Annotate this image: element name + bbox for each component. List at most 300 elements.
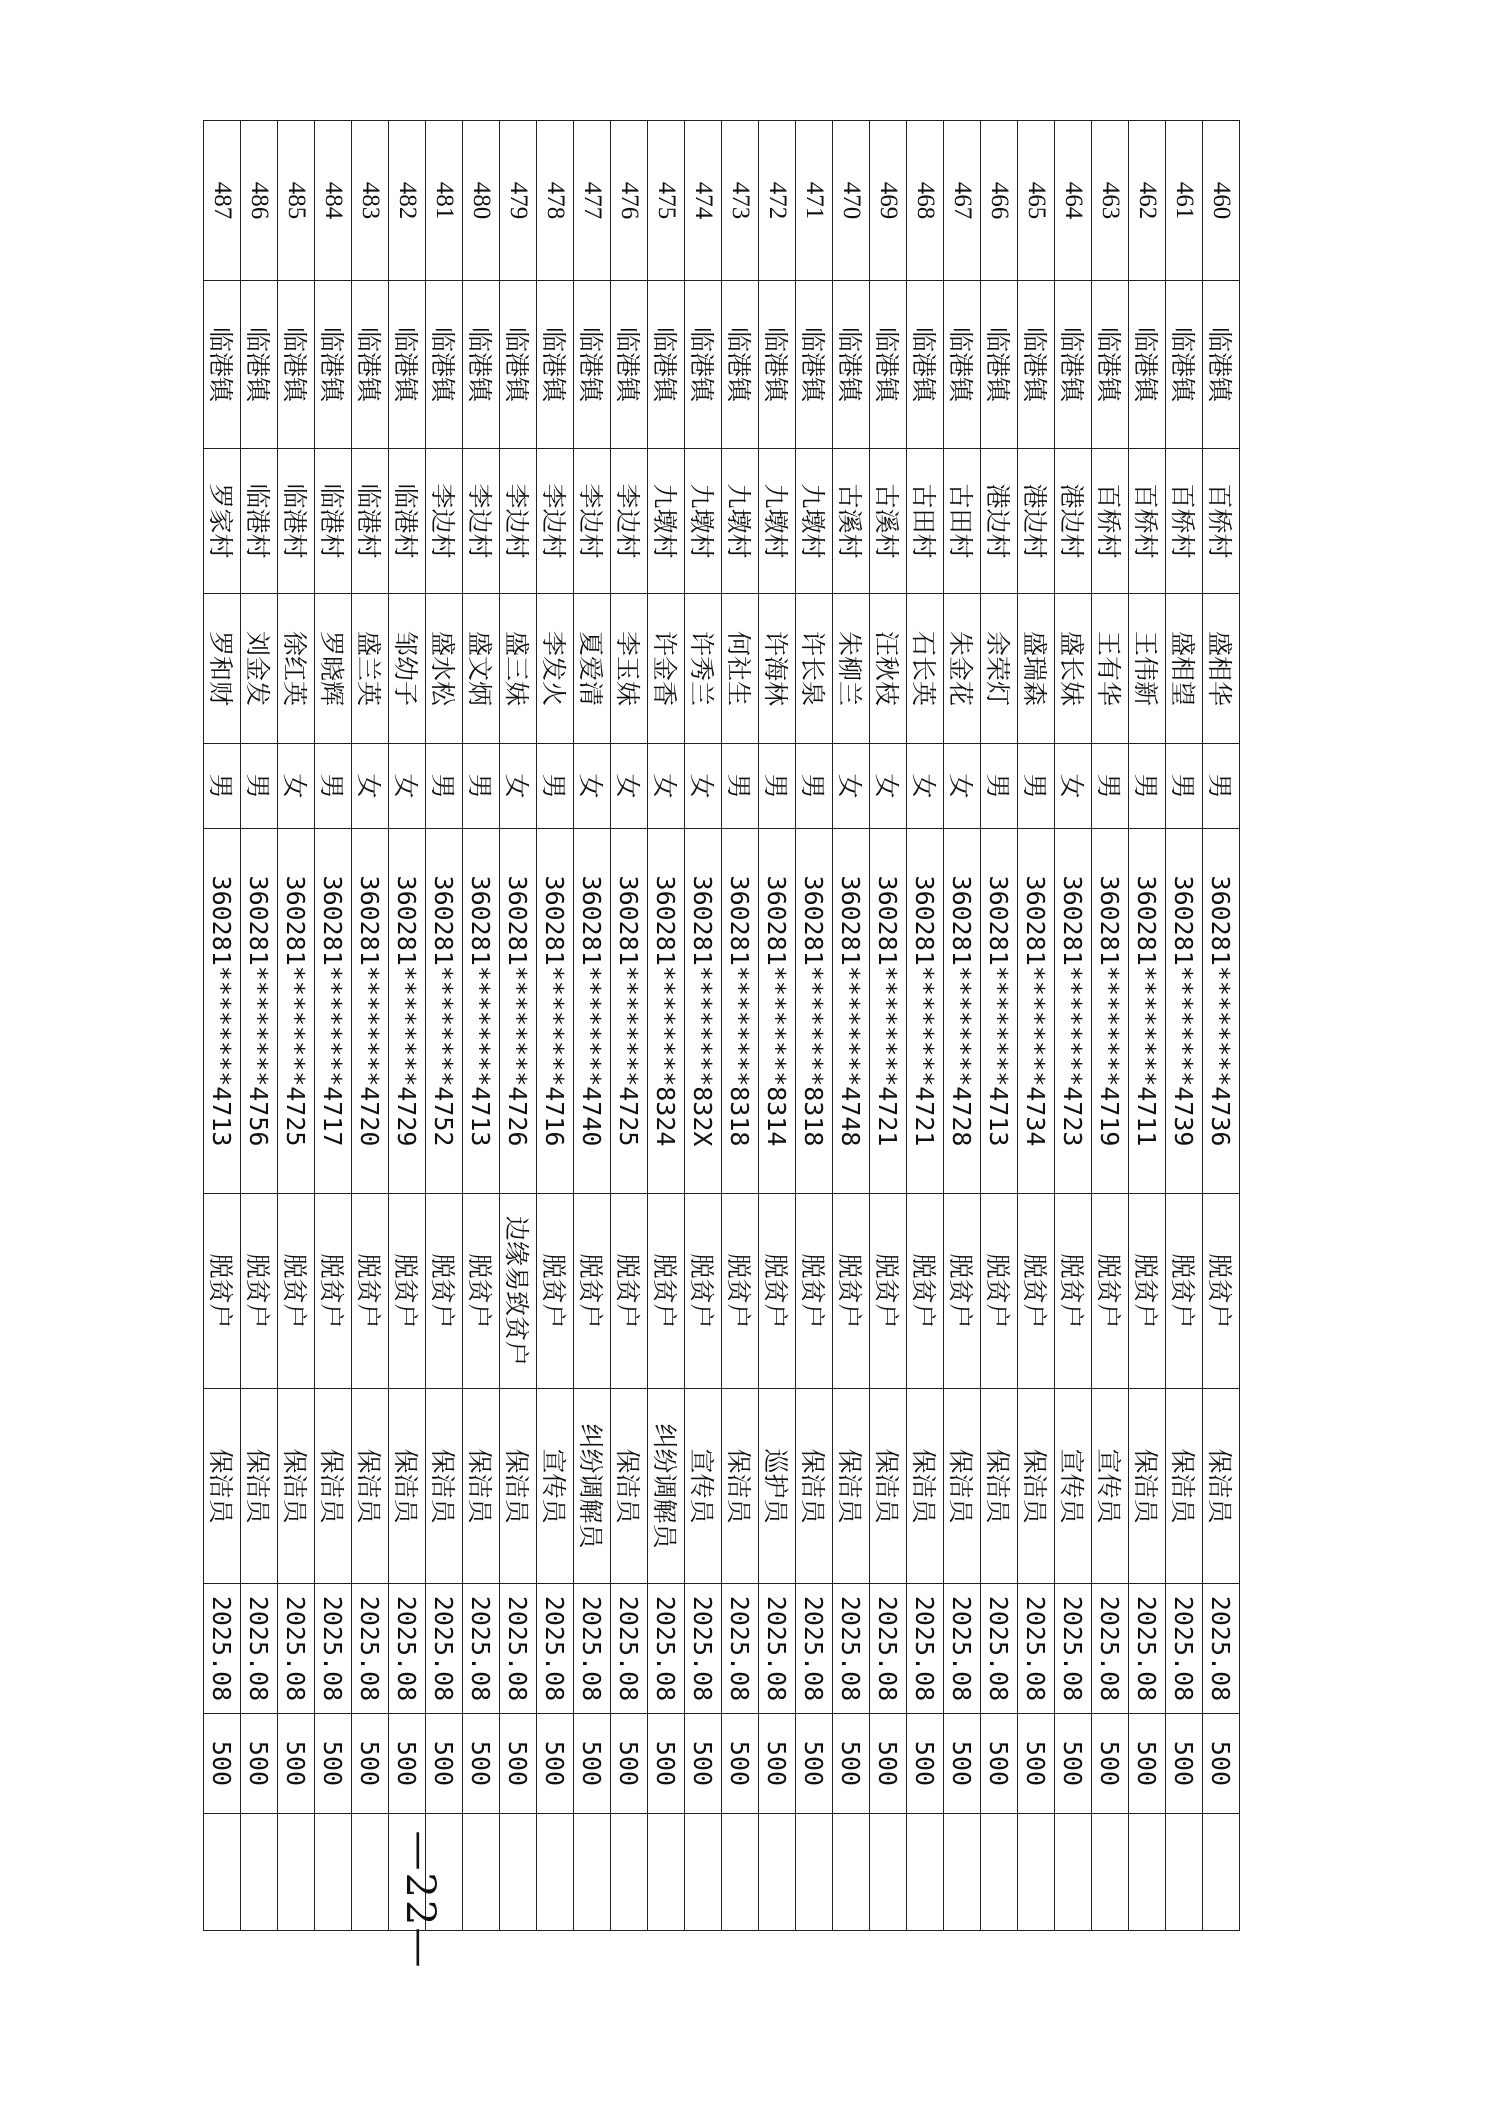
name-cell: 盛文炳 <box>463 594 500 744</box>
name-cell: 李玉妹 <box>611 594 648 744</box>
date-cell: 2025.08 <box>426 1584 463 1714</box>
remark-cell <box>574 1814 611 1931</box>
row-number-cell: 466 <box>981 121 1018 281</box>
date-cell: 2025.08 <box>204 1584 241 1714</box>
position-cell: 纠纷调解员 <box>574 1389 611 1584</box>
town-cell: 临港镇 <box>204 281 241 449</box>
date-cell: 2025.08 <box>500 1584 537 1714</box>
position-cell: 纠纷调解员 <box>648 1389 685 1584</box>
id-number-cell: 360281********4713 <box>981 829 1018 1194</box>
position-cell: 保洁员 <box>611 1389 648 1584</box>
table-row <box>1203 121 1240 1931</box>
row-number-cell: 478 <box>537 121 574 281</box>
name-cell: 李发火 <box>537 594 574 744</box>
position-cell: 保洁员 <box>389 1389 426 1584</box>
amount-cell: 500 <box>1055 1714 1092 1814</box>
table-row <box>1166 121 1203 1931</box>
table-row <box>537 121 574 1931</box>
remark-cell <box>685 1814 722 1931</box>
name-cell: 余荣灯 <box>981 594 1018 744</box>
date-cell: 2025.08 <box>1018 1584 1055 1714</box>
village-cell: 临港村 <box>352 449 389 594</box>
position-cell: 保洁员 <box>1166 1389 1203 1584</box>
village-cell: 九墩村 <box>759 449 796 594</box>
row-number-cell: 487 <box>204 121 241 281</box>
table-row <box>463 121 500 1931</box>
household-category-cell: 脱贫户 <box>759 1194 796 1389</box>
position-cell: 保洁员 <box>722 1389 759 1584</box>
town-cell: 临港镇 <box>278 281 315 449</box>
row-number-cell: 467 <box>944 121 981 281</box>
village-cell: 古溪村 <box>833 449 870 594</box>
amount-cell: 500 <box>315 1714 352 1814</box>
remark-cell <box>870 1814 907 1931</box>
amount-cell: 500 <box>1166 1714 1203 1814</box>
gender-cell: 女 <box>500 744 537 829</box>
table-body <box>204 121 1240 1931</box>
village-cell: 港边村 <box>981 449 1018 594</box>
remark-cell <box>1129 1814 1166 1931</box>
date-cell: 2025.08 <box>796 1584 833 1714</box>
date-cell: 2025.08 <box>1055 1584 1092 1714</box>
date-cell: 2025.08 <box>352 1584 389 1714</box>
amount-cell: 500 <box>352 1714 389 1814</box>
amount-cell: 500 <box>611 1714 648 1814</box>
row-number-cell: 484 <box>315 121 352 281</box>
household-category-cell: 脱贫户 <box>648 1194 685 1389</box>
id-number-cell: 360281********4729 <box>389 829 426 1194</box>
row-number-cell: 483 <box>352 121 389 281</box>
id-number-cell: 360281********4716 <box>537 829 574 1194</box>
village-cell: 李边村 <box>537 449 574 594</box>
amount-cell: 500 <box>500 1714 537 1814</box>
amount-cell: 500 <box>204 1714 241 1814</box>
position-cell: 保洁员 <box>315 1389 352 1584</box>
household-category-cell: 脱贫户 <box>907 1194 944 1389</box>
town-cell: 临港镇 <box>463 281 500 449</box>
name-cell: 汪秋枝 <box>870 594 907 744</box>
id-number-cell: 360281********4721 <box>907 829 944 1194</box>
date-cell: 2025.08 <box>389 1584 426 1714</box>
household-category-cell: 脱贫户 <box>537 1194 574 1389</box>
id-number-cell: 360281********4734 <box>1018 829 1055 1194</box>
date-cell: 2025.08 <box>833 1584 870 1714</box>
town-cell: 临港镇 <box>870 281 907 449</box>
town-cell: 临港镇 <box>833 281 870 449</box>
id-number-cell: 360281********4752 <box>426 829 463 1194</box>
household-category-cell: 脱贫户 <box>944 1194 981 1389</box>
household-category-cell: 脱贫户 <box>426 1194 463 1389</box>
position-cell: 保洁员 <box>944 1389 981 1584</box>
date-cell: 2025.08 <box>944 1584 981 1714</box>
town-cell: 临港镇 <box>574 281 611 449</box>
village-cell: 百桥村 <box>1166 449 1203 594</box>
household-category-cell: 脱贫户 <box>1129 1194 1166 1389</box>
gender-cell: 男 <box>1166 744 1203 829</box>
table-row <box>685 121 722 1931</box>
gender-cell: 女 <box>574 744 611 829</box>
table-row <box>389 121 426 1931</box>
table-row <box>426 121 463 1931</box>
table-row <box>352 121 389 1931</box>
town-cell: 临港镇 <box>907 281 944 449</box>
amount-cell: 500 <box>981 1714 1018 1814</box>
remark-cell <box>1203 1814 1240 1931</box>
gender-cell: 男 <box>1092 744 1129 829</box>
name-cell: 盛相华 <box>1203 594 1240 744</box>
date-cell: 2025.08 <box>722 1584 759 1714</box>
table-row <box>278 121 315 1931</box>
amount-cell: 500 <box>722 1714 759 1814</box>
household-category-cell: 脱贫户 <box>241 1194 278 1389</box>
table-row <box>759 121 796 1931</box>
id-number-cell: 360281********4719 <box>1092 829 1129 1194</box>
name-cell: 夏爱清 <box>574 594 611 744</box>
row-number-cell: 485 <box>278 121 315 281</box>
remark-cell <box>1018 1814 1055 1931</box>
town-cell: 临港镇 <box>315 281 352 449</box>
village-cell: 百桥村 <box>1203 449 1240 594</box>
row-number-cell: 474 <box>685 121 722 281</box>
name-cell: 许长泉 <box>796 594 833 744</box>
gender-cell: 男 <box>1203 744 1240 829</box>
date-cell: 2025.08 <box>315 1584 352 1714</box>
date-cell: 2025.08 <box>648 1584 685 1714</box>
gender-cell: 男 <box>1129 744 1166 829</box>
table-row <box>611 121 648 1931</box>
name-cell: 盛相望 <box>1166 594 1203 744</box>
village-cell: 古田村 <box>907 449 944 594</box>
row-number-cell: 482 <box>389 121 426 281</box>
position-cell: 保洁员 <box>500 1389 537 1584</box>
village-cell: 临港村 <box>315 449 352 594</box>
household-category-cell: 脱贫户 <box>1055 1194 1092 1389</box>
gender-cell: 男 <box>463 744 500 829</box>
position-cell: 保洁员 <box>796 1389 833 1584</box>
remark-cell <box>278 1814 315 1931</box>
id-number-cell: 360281********4740 <box>574 829 611 1194</box>
position-cell: 宣传员 <box>537 1389 574 1584</box>
table-frame <box>206 120 1240 1930</box>
village-cell: 九墩村 <box>722 449 759 594</box>
name-cell: 许海林 <box>759 594 796 744</box>
date-cell: 2025.08 <box>611 1584 648 1714</box>
id-number-cell: 360281********4756 <box>241 829 278 1194</box>
table-row <box>1055 121 1092 1931</box>
village-cell: 百桥村 <box>1129 449 1166 594</box>
position-cell: 保洁员 <box>870 1389 907 1584</box>
row-number-cell: 480 <box>463 121 500 281</box>
date-cell: 2025.08 <box>574 1584 611 1714</box>
town-cell: 临港镇 <box>944 281 981 449</box>
town-cell: 临港镇 <box>352 281 389 449</box>
table-row <box>241 121 278 1931</box>
amount-cell: 500 <box>574 1714 611 1814</box>
gender-cell: 女 <box>278 744 315 829</box>
position-cell: 宣传员 <box>1092 1389 1129 1584</box>
gender-cell: 女 <box>685 744 722 829</box>
household-category-cell: 脱贫户 <box>278 1194 315 1389</box>
table-row <box>648 121 685 1931</box>
row-number-cell: 477 <box>574 121 611 281</box>
row-number-cell: 473 <box>722 121 759 281</box>
table-row <box>1092 121 1129 1931</box>
table-row <box>574 121 611 1931</box>
village-cell: 罗家村 <box>204 449 241 594</box>
position-cell: 宣传员 <box>685 1389 722 1584</box>
village-cell: 李边村 <box>574 449 611 594</box>
table-row <box>833 121 870 1931</box>
id-number-cell: 360281********4717 <box>315 829 352 1194</box>
table-row <box>981 121 1018 1931</box>
date-cell: 2025.08 <box>537 1584 574 1714</box>
gender-cell: 女 <box>1055 744 1092 829</box>
row-number-cell: 481 <box>426 121 463 281</box>
row-number-cell: 468 <box>907 121 944 281</box>
village-cell: 李边村 <box>426 449 463 594</box>
household-category-cell: 脱贫户 <box>685 1194 722 1389</box>
town-cell: 临港镇 <box>1092 281 1129 449</box>
household-category-cell: 脱贫户 <box>796 1194 833 1389</box>
gender-cell: 男 <box>537 744 574 829</box>
table-row <box>1018 121 1055 1931</box>
amount-cell: 500 <box>389 1714 426 1814</box>
row-number-cell: 470 <box>833 121 870 281</box>
name-cell: 石长英 <box>907 594 944 744</box>
town-cell: 临港镇 <box>981 281 1018 449</box>
remark-cell <box>796 1814 833 1931</box>
gender-cell: 女 <box>944 744 981 829</box>
row-number-cell: 471 <box>796 121 833 281</box>
date-cell: 2025.08 <box>1092 1584 1129 1714</box>
village-cell: 李边村 <box>500 449 537 594</box>
row-number-cell: 486 <box>241 121 278 281</box>
name-cell: 罗晓辉 <box>315 594 352 744</box>
household-category-cell: 边缘易致贫户 <box>500 1194 537 1389</box>
name-cell: 许秀兰 <box>685 594 722 744</box>
household-category-cell: 脱贫户 <box>1092 1194 1129 1389</box>
date-cell: 2025.08 <box>1166 1584 1203 1714</box>
name-cell: 盛水松 <box>426 594 463 744</box>
row-number-cell: 472 <box>759 121 796 281</box>
name-cell: 邹幼子 <box>389 594 426 744</box>
remark-cell <box>315 1814 352 1931</box>
rotated-table-wrapper <box>206 120 1240 1930</box>
name-cell: 朱柳兰 <box>833 594 870 744</box>
id-number-cell: 360281********4711 <box>1129 829 1166 1194</box>
id-number-cell: 360281********4736 <box>1203 829 1240 1194</box>
date-cell: 2025.08 <box>685 1584 722 1714</box>
gender-cell: 男 <box>204 744 241 829</box>
date-cell: 2025.08 <box>870 1584 907 1714</box>
row-number-cell: 465 <box>1018 121 1055 281</box>
remark-cell <box>241 1814 278 1931</box>
remark-cell <box>648 1814 685 1931</box>
date-cell: 2025.08 <box>278 1584 315 1714</box>
town-cell: 临港镇 <box>1203 281 1240 449</box>
name-cell: 盛瑞森 <box>1018 594 1055 744</box>
gender-cell: 女 <box>352 744 389 829</box>
village-cell: 港边村 <box>1055 449 1092 594</box>
position-cell: 保洁员 <box>463 1389 500 1584</box>
name-cell: 盛兰英 <box>352 594 389 744</box>
town-cell: 临港镇 <box>389 281 426 449</box>
remark-cell <box>204 1814 241 1931</box>
amount-cell: 500 <box>1129 1714 1166 1814</box>
table-row <box>204 121 241 1931</box>
gender-cell: 男 <box>796 744 833 829</box>
household-category-cell: 脱贫户 <box>1018 1194 1055 1389</box>
remark-cell <box>1166 1814 1203 1931</box>
table-row <box>870 121 907 1931</box>
gender-cell: 女 <box>833 744 870 829</box>
household-category-cell: 脱贫户 <box>315 1194 352 1389</box>
page-number: —22— <box>397 1830 443 1970</box>
id-number-cell: 360281********4713 <box>463 829 500 1194</box>
remark-cell <box>833 1814 870 1931</box>
amount-cell: 500 <box>278 1714 315 1814</box>
gender-cell: 男 <box>241 744 278 829</box>
gender-cell: 男 <box>1018 744 1055 829</box>
id-number-cell: 360281********8318 <box>722 829 759 1194</box>
table-row <box>315 121 352 1931</box>
gender-cell: 男 <box>981 744 1018 829</box>
town-cell: 临港镇 <box>1166 281 1203 449</box>
id-number-cell: 360281********8318 <box>796 829 833 1194</box>
name-cell: 刘金发 <box>241 594 278 744</box>
personnel-table <box>203 120 1240 1931</box>
town-cell: 临港镇 <box>1055 281 1092 449</box>
gender-cell: 男 <box>759 744 796 829</box>
amount-cell: 500 <box>870 1714 907 1814</box>
gender-cell: 女 <box>611 744 648 829</box>
remark-cell <box>907 1814 944 1931</box>
name-cell: 盛长妹 <box>1055 594 1092 744</box>
village-cell: 港边村 <box>1018 449 1055 594</box>
position-cell: 保洁员 <box>241 1389 278 1584</box>
name-cell: 盛三妹 <box>500 594 537 744</box>
village-cell: 九墩村 <box>648 449 685 594</box>
date-cell: 2025.08 <box>1203 1584 1240 1714</box>
remark-cell <box>981 1814 1018 1931</box>
remark-cell <box>500 1814 537 1931</box>
household-category-cell: 脱贫户 <box>463 1194 500 1389</box>
town-cell: 临港镇 <box>1018 281 1055 449</box>
household-category-cell: 脱贫户 <box>722 1194 759 1389</box>
amount-cell: 500 <box>759 1714 796 1814</box>
amount-cell: 500 <box>426 1714 463 1814</box>
date-cell: 2025.08 <box>1129 1584 1166 1714</box>
remark-cell <box>537 1814 574 1931</box>
amount-cell: 500 <box>1203 1714 1240 1814</box>
id-number-cell: 360281********8324 <box>648 829 685 1194</box>
name-cell: 徐红英 <box>278 594 315 744</box>
id-number-cell: 360281********4723 <box>1055 829 1092 1194</box>
household-category-cell: 脱贫户 <box>981 1194 1018 1389</box>
amount-cell: 500 <box>241 1714 278 1814</box>
village-cell: 九墩村 <box>685 449 722 594</box>
amount-cell: 500 <box>944 1714 981 1814</box>
row-number-cell: 479 <box>500 121 537 281</box>
position-cell: 保洁员 <box>1129 1389 1166 1584</box>
id-number-cell: 360281********4721 <box>870 829 907 1194</box>
row-number-cell: 469 <box>870 121 907 281</box>
household-category-cell: 脱贫户 <box>833 1194 870 1389</box>
id-number-cell: 360281********4725 <box>278 829 315 1194</box>
id-number-cell: 360281********4720 <box>352 829 389 1194</box>
village-cell: 古田村 <box>944 449 981 594</box>
amount-cell: 500 <box>1018 1714 1055 1814</box>
town-cell: 临港镇 <box>648 281 685 449</box>
table-row <box>1129 121 1166 1931</box>
village-cell: 李边村 <box>463 449 500 594</box>
position-cell: 保洁员 <box>1203 1389 1240 1584</box>
gender-cell: 女 <box>907 744 944 829</box>
gender-cell: 男 <box>426 744 463 829</box>
village-cell: 临港村 <box>389 449 426 594</box>
amount-cell: 500 <box>537 1714 574 1814</box>
row-number-cell: 462 <box>1129 121 1166 281</box>
amount-cell: 500 <box>833 1714 870 1814</box>
household-category-cell: 脱贫户 <box>870 1194 907 1389</box>
gender-cell: 女 <box>389 744 426 829</box>
table-row <box>500 121 537 1931</box>
id-number-cell: 360281********4739 <box>1166 829 1203 1194</box>
town-cell: 临港镇 <box>1129 281 1166 449</box>
row-number-cell: 461 <box>1166 121 1203 281</box>
household-category-cell: 脱贫户 <box>611 1194 648 1389</box>
position-cell: 巡护员 <box>759 1389 796 1584</box>
name-cell: 何社生 <box>722 594 759 744</box>
amount-cell: 500 <box>907 1714 944 1814</box>
remark-cell <box>759 1814 796 1931</box>
id-number-cell: 360281********4726 <box>500 829 537 1194</box>
date-cell: 2025.08 <box>907 1584 944 1714</box>
row-number-cell: 476 <box>611 121 648 281</box>
remark-cell <box>463 1814 500 1931</box>
name-cell: 朱金花 <box>944 594 981 744</box>
name-cell: 罗和财 <box>204 594 241 744</box>
date-cell: 2025.08 <box>241 1584 278 1714</box>
position-cell: 保洁员 <box>1018 1389 1055 1584</box>
village-cell: 临港村 <box>278 449 315 594</box>
town-cell: 临港镇 <box>759 281 796 449</box>
position-cell: 保洁员 <box>278 1389 315 1584</box>
village-cell: 古溪村 <box>870 449 907 594</box>
table-row <box>722 121 759 1931</box>
town-cell: 临港镇 <box>796 281 833 449</box>
id-number-cell: 360281********8314 <box>759 829 796 1194</box>
village-cell: 临港村 <box>241 449 278 594</box>
position-cell: 宣传员 <box>1055 1389 1092 1584</box>
row-number-cell: 463 <box>1092 121 1129 281</box>
position-cell: 保洁员 <box>204 1389 241 1584</box>
id-number-cell: 360281********4748 <box>833 829 870 1194</box>
household-category-cell: 脱贫户 <box>574 1194 611 1389</box>
id-number-cell: 360281********4728 <box>944 829 981 1194</box>
amount-cell: 500 <box>685 1714 722 1814</box>
remark-cell <box>944 1814 981 1931</box>
row-number-cell: 475 <box>648 121 685 281</box>
name-cell: 许金香 <box>648 594 685 744</box>
amount-cell: 500 <box>463 1714 500 1814</box>
row-number-cell: 464 <box>1055 121 1092 281</box>
town-cell: 临港镇 <box>537 281 574 449</box>
date-cell: 2025.08 <box>759 1584 796 1714</box>
household-category-cell: 脱贫户 <box>1166 1194 1203 1389</box>
name-cell: 王伟新 <box>1129 594 1166 744</box>
town-cell: 临港镇 <box>241 281 278 449</box>
